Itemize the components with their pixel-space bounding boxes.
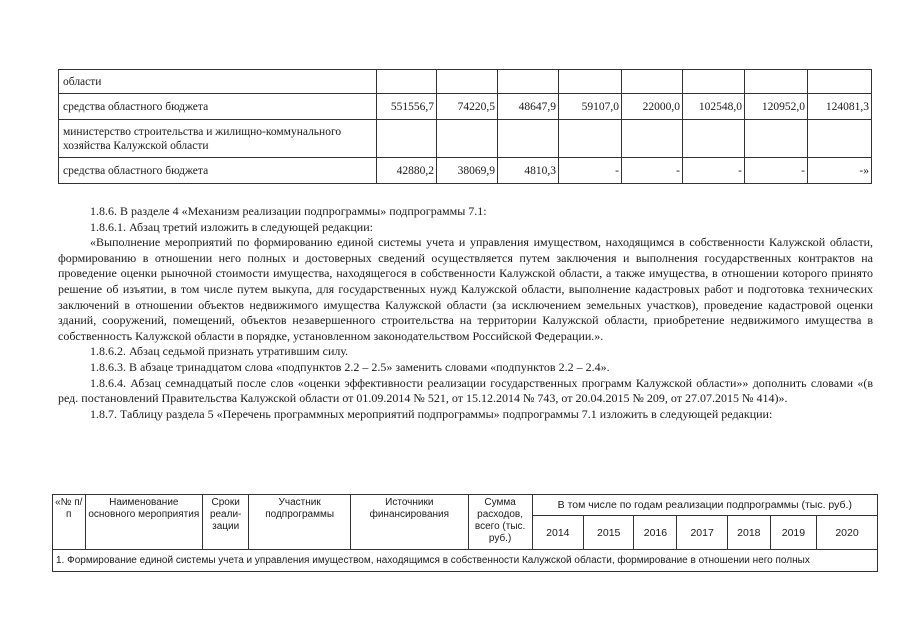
row-value — [437, 120, 498, 158]
section-title: 1. Формирование единой системы учета и управления имуществом, находящимся в собственности Калужской области, формирование в отношении него полных — [53, 550, 878, 572]
year-header: 2017 — [677, 516, 727, 550]
row-value — [683, 120, 745, 158]
row-value: 22000,0 — [622, 94, 683, 120]
row-value — [559, 120, 622, 158]
row-value — [498, 70, 559, 94]
header-total: Сумма расходов, всего (тыс. руб.) — [468, 495, 532, 550]
row-value: 48647,9 — [498, 94, 559, 120]
header-by-years: В том числе по годам реализации подпрограммы (тыс. руб.) — [532, 495, 877, 516]
row-value: 74220,5 — [437, 94, 498, 120]
header-name: Наименование основного мероприятия — [85, 495, 203, 550]
row-label: средства областного бюджета — [59, 158, 377, 184]
row-value: - — [559, 158, 622, 184]
row-value: 120952,0 — [745, 94, 808, 120]
row-label: министерство строительства и жилищно-коммунального хозяйства Калужской области — [59, 120, 377, 158]
header-participant: Участник подпрограммы — [249, 495, 351, 550]
table-row — [59, 120, 872, 158]
year-header: 2020 — [817, 516, 878, 550]
row-value: - — [622, 158, 683, 184]
row-value — [498, 120, 559, 158]
year-header: 2015 — [584, 516, 634, 550]
table-row — [59, 94, 872, 120]
row-value — [745, 120, 808, 158]
row-value — [808, 120, 872, 158]
row-value — [437, 70, 498, 94]
year-header: 2016 — [634, 516, 677, 550]
row-value: 4810,3 — [498, 158, 559, 184]
program-activities-table — [52, 494, 878, 572]
section-row — [53, 550, 878, 572]
row-value: 124081,3 — [808, 94, 872, 120]
row-value — [808, 70, 872, 94]
header-sources: Источники финансирования — [351, 495, 469, 550]
year-header: 2014 — [532, 516, 583, 550]
row-value — [622, 70, 683, 94]
year-header: 2018 — [727, 516, 770, 550]
paragraph: 1.8.6.2. Абзац седьмой признать утратившим силу. — [90, 344, 349, 359]
row-value: 38069,9 — [437, 158, 498, 184]
funding-table — [58, 69, 872, 184]
header-num: «№ п/п — [53, 495, 86, 550]
row-value — [745, 70, 808, 94]
row-value: - — [745, 158, 808, 184]
paragraph: 1.8.6. В разделе 4 «Механизм реализации подпрограммы» подпрограммы 7.1: — [90, 204, 487, 218]
paragraph: 1.8.6.3. В абзаце тринадцатом слова «подпунктов 2.2 – 2.5» заменить словами «подпунктов 2.2 – 2.4». — [90, 359, 610, 374]
row-value — [683, 70, 745, 94]
table-header-row — [53, 495, 878, 516]
row-value — [377, 70, 437, 94]
paragraph: 1.8.6.1. Абзац третий изложить в следующей редакции: — [90, 219, 373, 234]
document-text — [58, 204, 873, 422]
row-value: - — [683, 158, 745, 184]
row-value — [622, 120, 683, 158]
paragraph: 1.8.6.4. Абзац семнадцатый после слов «оценки эффективности реализации государственных программ Калужской области»» дополнить словами «(в ред. постановлений Правительства Калужской области от 01.09.2014 № 521, от 15.12.2014 № 743, от 20.04.2015 № 209, от 27.07.2015 № 414)». — [58, 375, 873, 406]
row-value: 59107,0 — [559, 94, 622, 120]
row-value — [377, 120, 437, 158]
table-row — [59, 158, 872, 184]
year-header: 2019 — [770, 516, 816, 550]
row-value: 42880,2 — [377, 158, 437, 184]
row-value: 102548,0 — [683, 94, 745, 120]
row-value — [559, 70, 622, 94]
row-value: 551556,7 — [377, 94, 437, 120]
header-terms: Сроки реали-зации — [203, 495, 249, 550]
row-label: области — [59, 70, 377, 94]
table-row — [59, 70, 872, 94]
row-label: средства областного бюджета — [59, 94, 377, 120]
paragraph: «Выполнение мероприятий по формированию единой системы учета и управления имуществом, находящимся в собственности Калужской области, формированию в отношении него полных и достоверных сведений осуществляется путем заключения и выполнения государственных контрактов на проведение оценки рыночной стоимости имущества, находящегося в собственности Калужской области, а также имущества, в отношении которого принято решение об изъятии, в том числе путем выкупа, для государственных нужд Калужской области, выполнение кадастровых работ и подготовка технических заключений в отношении объектов недвижимого имущества Калужской области (за исключением земельных участков), проведение кадастровой оценки зданий, сооружений, помещений, объектов незавершенного строительства на территории Калужской области, приобретение недвижимого имущества в собственность Калужской области в порядке, установленном законодательством Российской Федерации.». — [58, 235, 873, 343]
paragraph: 1.8.7. Таблицу раздела 5 «Перечень программных мероприятий подпрограммы» подпрограммы 7.1 изложить в следующей редакции: — [90, 406, 773, 421]
row-value: -» — [808, 158, 872, 184]
